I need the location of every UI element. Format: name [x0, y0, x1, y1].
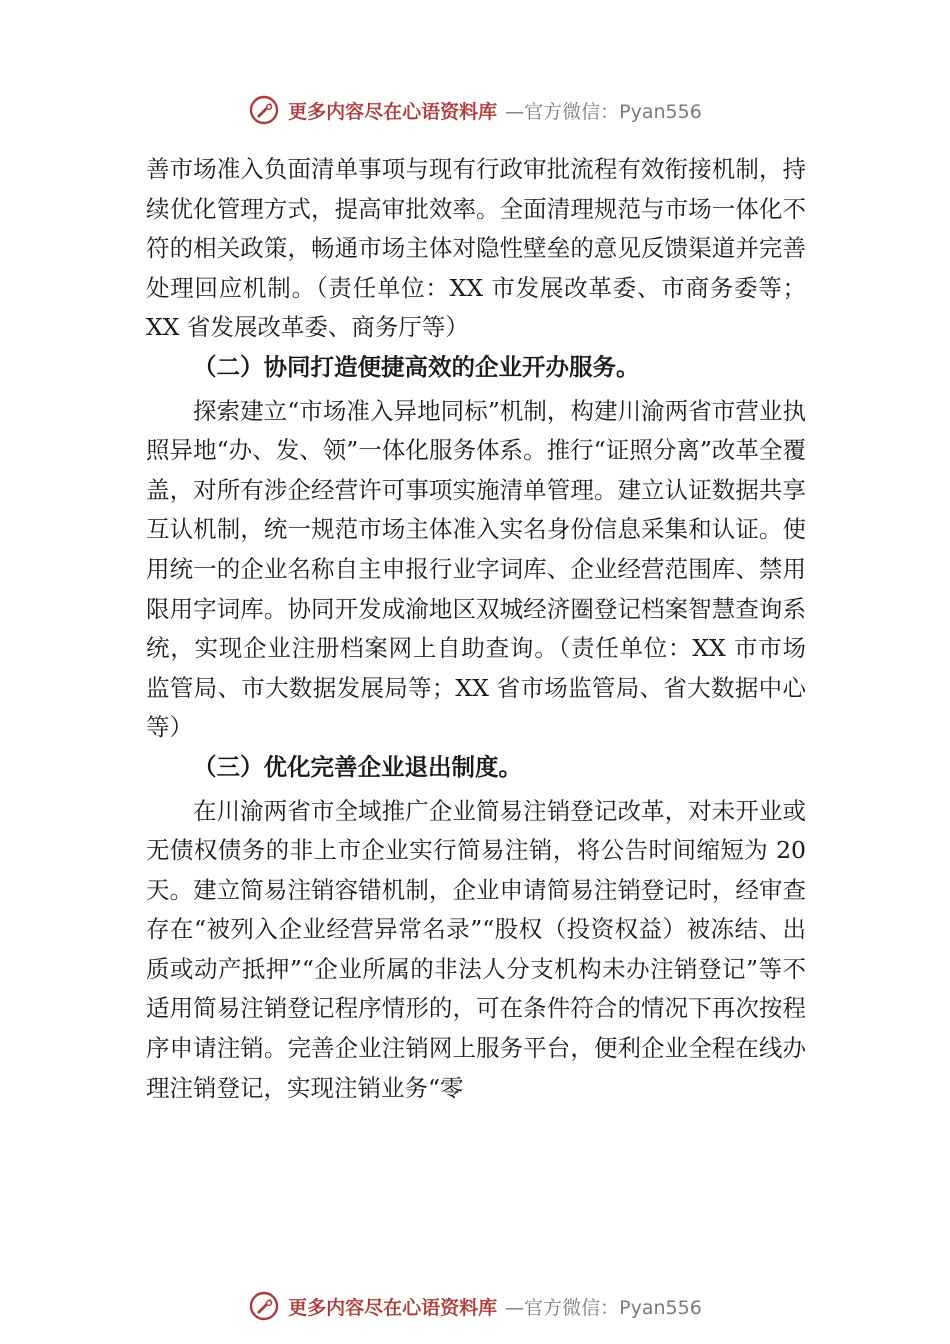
paragraph-enterprise-exit: 在川渝两省市全域推广企业简易注销登记改革，对未开业或无债权债务的非上市企业实行简易注销，将公告时间缩短为 20 天。建立简易注销容错机制，企业申请简易注销登记时，经审查存在“被列入企业经营异常名录”“股权（投资权益）被冻结、出质或动产抵押”“企业所属的非法人分支机构未办注销登记”等不适用简易注销登记程序情形的，可在条件符合的情况下再次按程序申请注销。完善企业注销网上服务平台，便利企业全程在线办理注销登记，实现注销业务“零 — [146, 796, 806, 1102]
footer-banner — [0, 1290, 950, 1322]
banner-title: 更多内容尽在心语资料库 — [288, 100, 498, 123]
banner-wechat: —官方微信：Pyan556 — [505, 100, 702, 123]
paragraph-business-startup: 探索建立“市场准入异地同标”机制，构建川渝两省市营业执照异地“办、发、领”一体化服务体系。推行“证照分离”改革全覆盖，对所有涉企经营许可事项实施清单管理。建立认证数据共享互认机制，统一规范市场主体准入实名身份信息采集和认证。使用统一的企业名称自主申报行业字词库、企业经营范围库、禁用限用字词库。协同开发成渝地区双城经济圈登记档案智慧查询系统，实现企业注册档案网上自助查询。（责任单位：XX 市市场监管局、市大数据发展局等；XX 省市场监管局、省大数据中心等） — [146, 396, 806, 742]
library-logo-icon — [248, 1290, 280, 1322]
banner-wechat: —官方微信：Pyan556 — [505, 1296, 702, 1319]
library-logo-icon — [248, 94, 280, 126]
section-heading-2: （二）协同打造便捷高效的企业开办服务。 — [193, 352, 640, 381]
banner-title: 更多内容尽在心语资料库 — [288, 1296, 498, 1319]
paragraph-continued: 善市场准入负面清单事项与现有行政审批流程有效衔接机制，持续优化管理方式，提高审批效率。全面清理规范与市场一体化不符的相关政策，畅通市场主体对隐性壁垒的意见反馈渠道并完善处理回应机制。（责任单位：XX 市发展改革委、市商务委等；XX 省发展改革委、商务厅等） — [146, 155, 806, 342]
document-body — [146, 150, 806, 1108]
header-banner — [0, 94, 950, 126]
section-heading-3: （三）优化完善企业退出制度。 — [193, 752, 522, 781]
